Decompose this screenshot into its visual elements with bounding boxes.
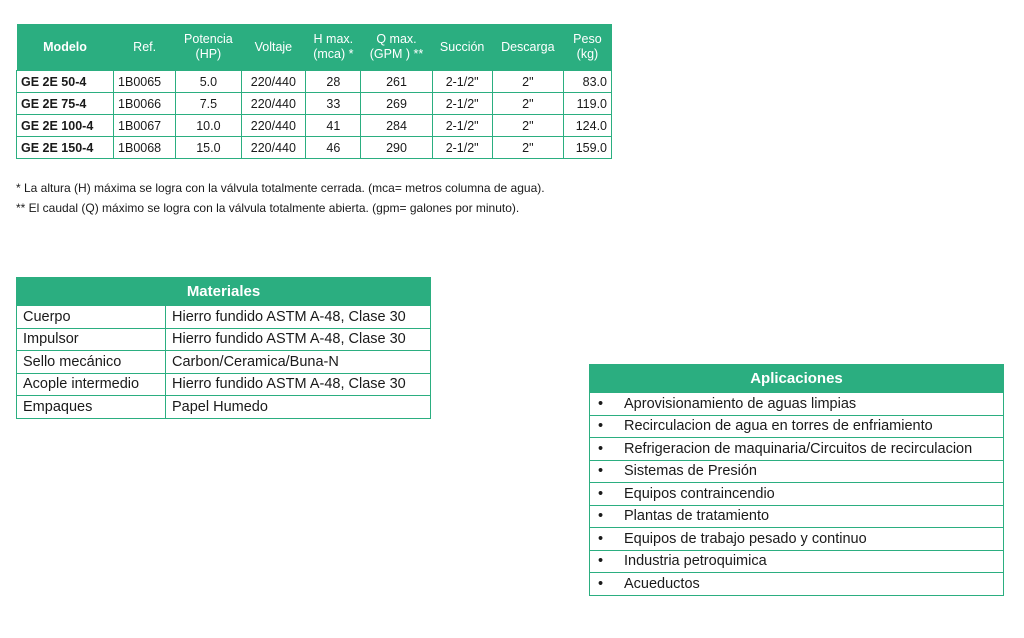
table-row <box>17 71 612 93</box>
header-modelo: Modelo <box>17 24 114 71</box>
table-row <box>17 373 431 396</box>
cell-descarga: 2" <box>492 71 563 93</box>
bullet-icon: • <box>598 575 604 592</box>
cell-succion: 2-1/2" <box>432 115 492 137</box>
specs-table <box>16 24 612 159</box>
application-label: Equipos contraincendio <box>624 485 775 502</box>
table-row <box>17 351 431 374</box>
list-item <box>590 415 1004 438</box>
header-succion: Succión <box>432 24 492 71</box>
material-part: Cuerpo <box>17 306 166 329</box>
cell-ref: 1B0065 <box>114 71 176 93</box>
bullet-icon: • <box>598 530 604 547</box>
footnote-h: * La altura (H) máxima se logra con la válvula totalmente cerrada. (mca= metros columna de agua). <box>16 181 545 195</box>
cell-peso: 83.0 <box>563 71 611 93</box>
cell-descarga: 2" <box>492 115 563 137</box>
application-label: Sistemas de Presión <box>624 463 757 480</box>
application-label: Industria petroquimica <box>624 553 767 570</box>
cell-voltaje: 220/440 <box>241 71 306 93</box>
cell-peso: 159.0 <box>563 137 611 159</box>
table-row <box>17 328 431 351</box>
list-item <box>590 550 1004 573</box>
list-item <box>590 505 1004 528</box>
cell-h-max: 46 <box>306 137 361 159</box>
cell-potencia: 5.0 <box>176 71 241 93</box>
cell-q-max: 261 <box>361 71 432 93</box>
cell-potencia: 15.0 <box>176 137 241 159</box>
material-part: Sello mecánico <box>17 351 166 374</box>
bullet-icon: • <box>598 485 604 502</box>
cell-voltaje: 220/440 <box>241 93 306 115</box>
material-part: Empaques <box>17 396 166 419</box>
bullet-icon: • <box>598 463 604 480</box>
applications-table <box>589 364 1004 596</box>
cell-succion: 2-1/2" <box>432 137 492 159</box>
header-voltaje: Voltaje <box>241 24 306 71</box>
material-value: Hierro fundido ASTM A-48, Clase 30 <box>166 306 431 329</box>
application-label: Acueductos <box>624 575 700 592</box>
cell-ref: 1B0066 <box>114 93 176 115</box>
table-row <box>17 93 612 115</box>
list-item <box>590 483 1004 506</box>
cell-potencia: 7.5 <box>176 93 241 115</box>
cell-h-max: 41 <box>306 115 361 137</box>
applications-title: Aplicaciones <box>590 365 1004 393</box>
cell-descarga: 2" <box>492 93 563 115</box>
footnotes <box>16 178 545 218</box>
table-row <box>17 137 612 159</box>
cell-modelo: GE 2E 150-4 <box>17 137 114 159</box>
list-item <box>590 393 1004 416</box>
cell-modelo: GE 2E 50-4 <box>17 71 114 93</box>
table-row <box>17 396 431 419</box>
material-part: Acople intermedio <box>17 373 166 396</box>
material-value: Papel Humedo <box>166 396 431 419</box>
list-item <box>590 460 1004 483</box>
bullet-icon: • <box>598 395 604 412</box>
cell-q-max: 269 <box>361 93 432 115</box>
header-potencia: Potencia (HP) <box>176 24 241 71</box>
header-descarga: Descarga <box>492 24 563 71</box>
cell-succion: 2-1/2" <box>432 93 492 115</box>
bullet-icon: • <box>598 418 604 435</box>
cell-ref: 1B0067 <box>114 115 176 137</box>
materials-title: Materiales <box>17 278 431 306</box>
list-item <box>590 438 1004 461</box>
cell-h-max: 28 <box>306 71 361 93</box>
bullet-icon: • <box>598 508 604 525</box>
material-value: Hierro fundido ASTM A-48, Clase 30 <box>166 373 431 396</box>
application-label: Refrigeracion de maquinaria/Circuitos de recirculacion <box>624 440 973 457</box>
cell-q-max: 284 <box>361 115 432 137</box>
specs-header-row <box>17 24 612 71</box>
material-value: Carbon/Ceramica/Buna-N <box>166 351 431 374</box>
table-row <box>17 115 612 137</box>
cell-modelo: GE 2E 75-4 <box>17 93 114 115</box>
cell-ref: 1B0068 <box>114 137 176 159</box>
header-q-max: Q max. (GPM ) ** <box>361 24 432 71</box>
application-label: Plantas de tratamiento <box>624 508 770 525</box>
application-label: Aprovisionamiento de aguas limpias <box>624 395 857 412</box>
cell-succion: 2-1/2" <box>432 71 492 93</box>
footnote-q: ** El caudal (Q) máximo se logra con la válvula totalmente abierta. (gpm= galones por minuto). <box>16 201 520 215</box>
cell-potencia: 10.0 <box>176 115 241 137</box>
header-ref: Ref. <box>114 24 176 71</box>
list-item <box>590 573 1004 596</box>
header-h-max: H max. (mca) * <box>306 24 361 71</box>
cell-voltaje: 220/440 <box>241 137 306 159</box>
application-label: Recirculacion de agua en torres de enfriamiento <box>624 418 933 435</box>
cell-peso: 119.0 <box>563 93 611 115</box>
cell-voltaje: 220/440 <box>241 115 306 137</box>
material-value: Hierro fundido ASTM A-48, Clase 30 <box>166 328 431 351</box>
materials-table <box>16 277 431 419</box>
application-label: Equipos de trabajo pesado y continuo <box>624 530 867 547</box>
header-peso: Peso (kg) <box>563 24 611 71</box>
material-part: Impulsor <box>17 328 166 351</box>
list-item <box>590 528 1004 551</box>
cell-q-max: 290 <box>361 137 432 159</box>
cell-h-max: 33 <box>306 93 361 115</box>
table-row <box>17 306 431 329</box>
cell-peso: 124.0 <box>563 115 611 137</box>
bullet-icon: • <box>598 440 604 457</box>
bullet-icon: • <box>598 553 604 570</box>
cell-descarga: 2" <box>492 137 563 159</box>
cell-modelo: GE 2E 100-4 <box>17 115 114 137</box>
